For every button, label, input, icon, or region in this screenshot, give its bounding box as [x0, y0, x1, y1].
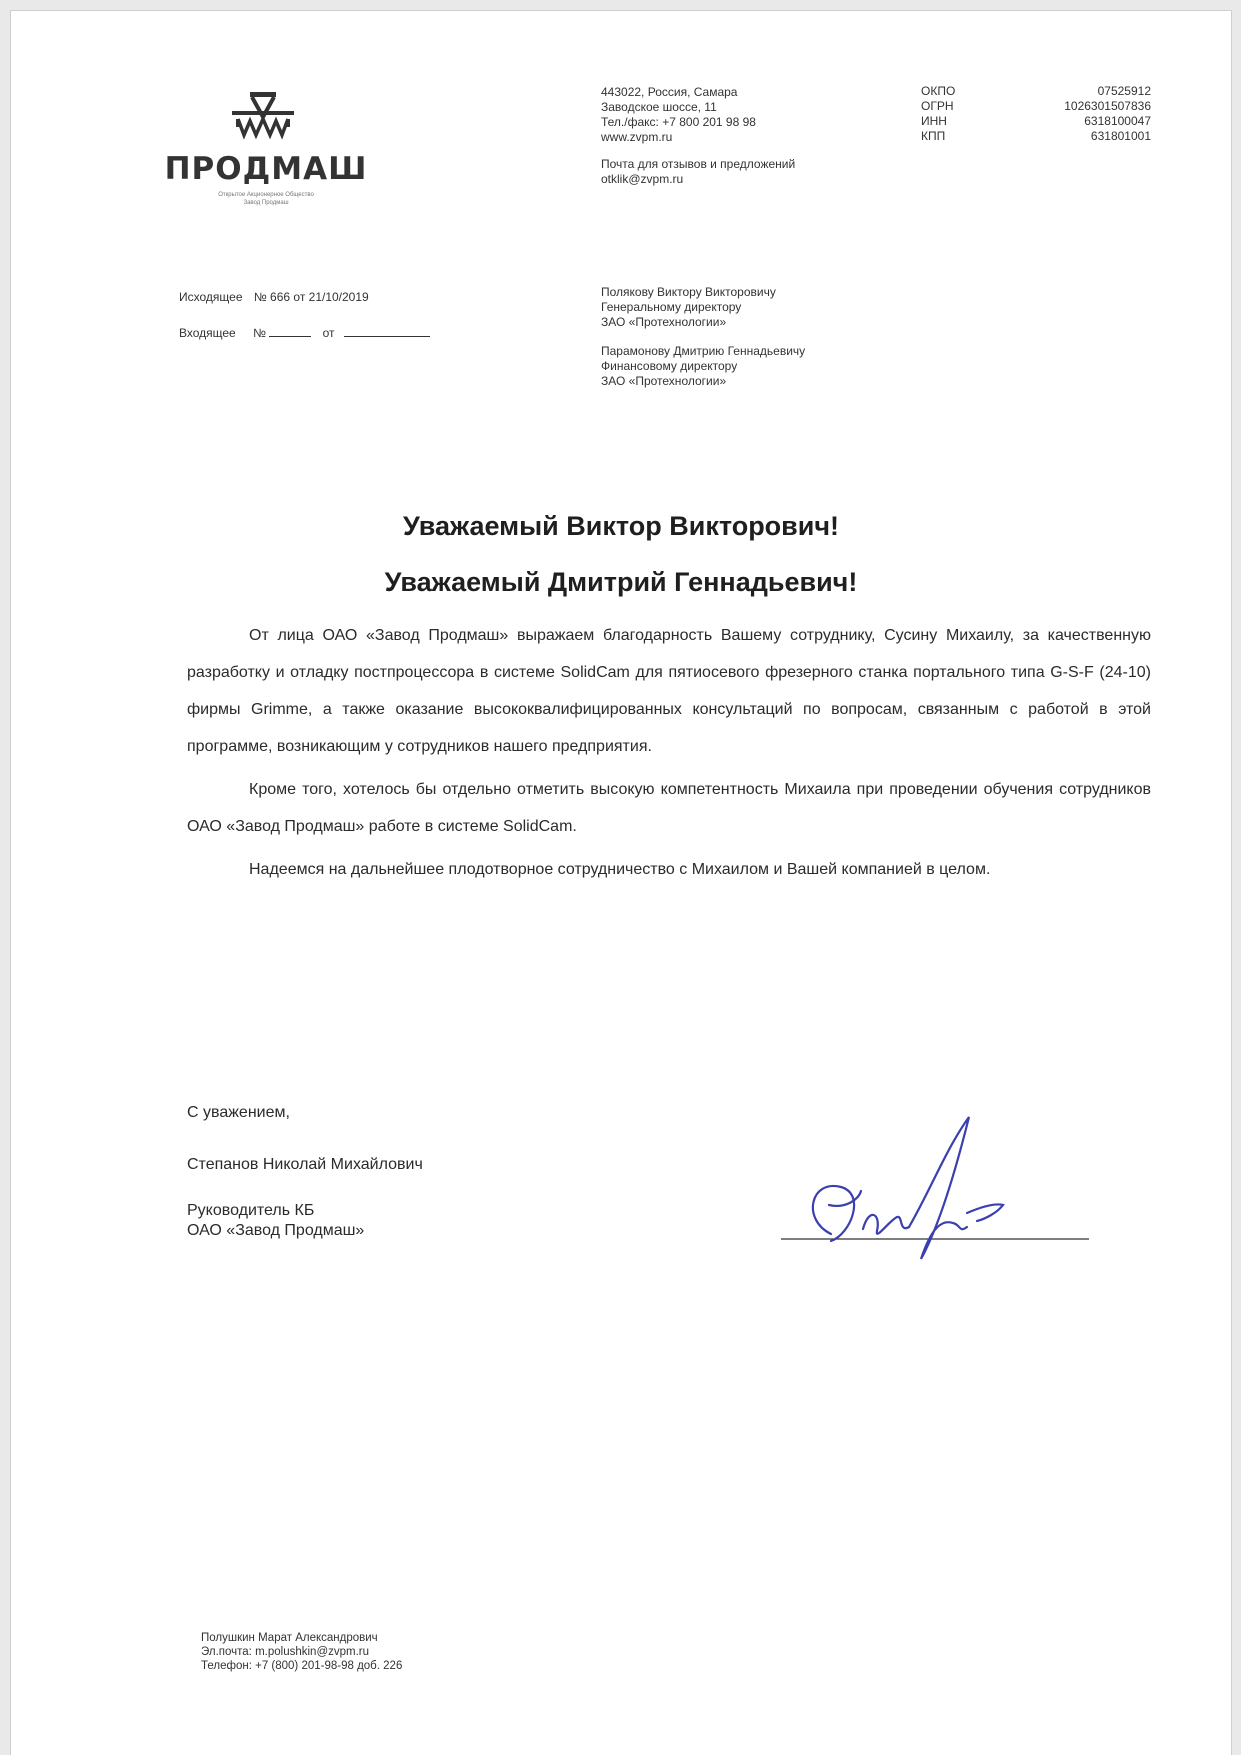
closing: С уважением, [187, 1104, 290, 1121]
company-address [601, 85, 861, 187]
logo-emblem-icon [228, 89, 298, 145]
requisite-value: 1026301507836 [1064, 99, 1151, 113]
incoming-no: № [253, 326, 266, 340]
logo-wordmark: ПРОДМАШ [164, 151, 368, 187]
contact-person [201, 1631, 402, 1673]
recipients [601, 285, 921, 389]
recipient-company: ЗАО «Протехнологии» [601, 315, 727, 329]
outgoing-label: Исходящее [179, 290, 243, 304]
recipient-block [601, 344, 921, 389]
logo-subtitle-line-2: Завод Продмаш [243, 200, 289, 206]
signer-position: Руководитель КБ [187, 1202, 315, 1219]
recipient-name: Полякову Виктору Викторовичу [601, 285, 776, 299]
body-paragraph: Кроме того, хотелось бы отдельно отметить высокую компетентность Михаила при проведении обучения сотрудников ОАО «Завод Продмаш» работе в системе SolidCam. [187, 781, 1151, 835]
logo-subtitle-line-1: Открытое Акционерное Общество [218, 192, 314, 198]
incoming-from: от [322, 326, 335, 340]
salutation-2: Уважаемый Дмитрий Геннадьевич! [384, 567, 858, 597]
recipient-company: ЗАО «Протехнологии» [601, 374, 727, 388]
recipient-position: Генеральному директору [601, 300, 742, 314]
requisite-row [921, 99, 1151, 114]
signer-name: Степанов Николай Михайлович [187, 1156, 423, 1173]
address-website: www.zvpm.ru [601, 130, 673, 144]
company-logo [161, 89, 371, 219]
incoming-label: Входящее [179, 326, 236, 340]
body-paragraph: Надеемся на дальнейшее плодотворное сотрудничество с Михаилом и Вашей компанией в целом. [249, 861, 991, 878]
contact-email: Эл.почта: m.polushkin@zvpm.ru [201, 1646, 370, 1658]
requisite-value: 07525912 [1097, 84, 1151, 98]
requisite-label: ОГРН [921, 99, 954, 113]
requisite-label: ОКПО [921, 84, 956, 98]
company-requisites [921, 84, 1151, 144]
address-line: Заводское шоссе, 11 [601, 100, 717, 114]
requisite-value: 631801001 [1090, 129, 1151, 143]
outgoing-reference [179, 290, 369, 305]
letter-body [187, 617, 1151, 888]
address-line: 443022, Россия, Самара [601, 85, 738, 99]
signer-title [187, 1201, 364, 1241]
requisite-label: ИНН [921, 114, 947, 128]
requisite-row [921, 129, 1151, 144]
contact-name: Полушкин Марат Александрович [201, 1632, 378, 1644]
incoming-reference [179, 324, 430, 341]
requisite-row [921, 114, 1151, 129]
salutation-1: Уважаемый Виктор Викторович! [402, 511, 840, 541]
recipient-name: Парамонову Дмитрию Геннадьевичу [601, 344, 806, 358]
signer-company: ОАО «Завод Продмаш» [187, 1222, 365, 1239]
body-paragraph: От лица ОАО «Завод Продмаш» выражаем благодарность Вашему сотруднику, Сусину Михаилу, за качественную разработку и отладку постпроцессора в системе SolidCam для пятиосевого фрезерного станка портального типа G-S-F (24-10) фирмы Grimme, а также оказание высококвалифицированных консультаций по вопросам, связанным с работой в этой программе, возникающим у сотрудников нашего предприятия. [187, 627, 1151, 755]
handwritten-signature-icon [771, 1109, 1091, 1269]
outgoing-number: № 666 от 21/10/2019 [253, 290, 369, 304]
contact-phone: Телефон: +7 (800) 201-98-98 доб. 226 [201, 1660, 403, 1672]
incoming-number-blank [269, 324, 311, 337]
letter-page [10, 10, 1232, 1755]
address-phone: Тел./факс: +7 800 201 98 98 [601, 115, 756, 129]
feedback-label: Почта для отзывов и предложений [601, 157, 796, 171]
requisite-label: КПП [921, 129, 946, 143]
requisite-row [921, 84, 1151, 99]
requisite-value: 6318100047 [1084, 114, 1151, 128]
feedback-email: otklik@zvpm.ru [601, 172, 684, 186]
incoming-date-blank [344, 324, 430, 337]
recipient-block [601, 285, 921, 330]
recipient-position: Финансовому директору [601, 359, 738, 373]
logo-subtitle [161, 191, 371, 207]
